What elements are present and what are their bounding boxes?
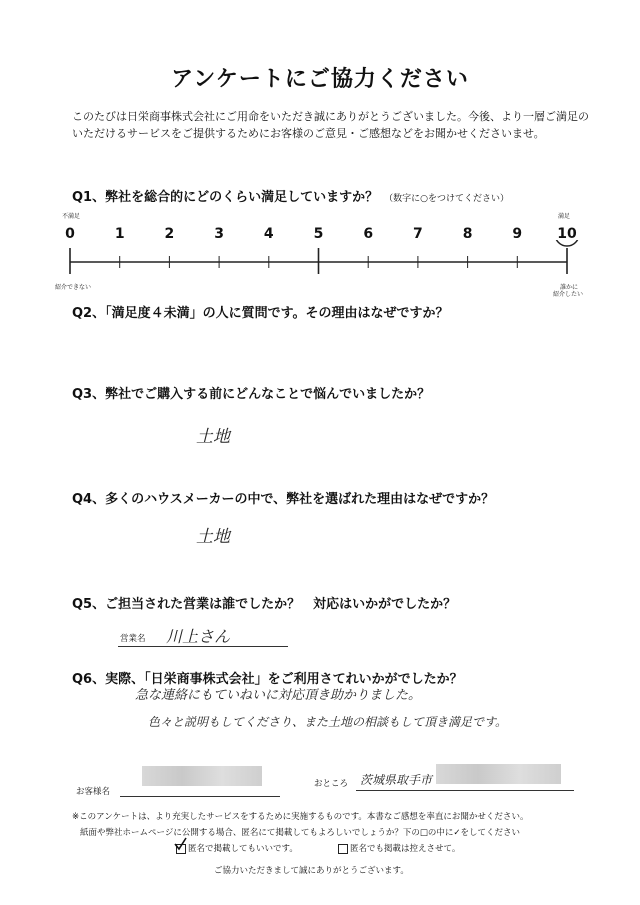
satisfaction-scale — [0, 240, 640, 280]
question-1 — [72, 186, 509, 205]
scale-left-top-label: 不満足 — [62, 213, 81, 220]
intro-text: このたびは日栄商事株式会社にご用命をいただき誠にありがとうございました。今後、より一層ご満足のいただけるサービスをご提供するためにお客様のご意見・ご感想などをお聞かせくださいませ。 — [72, 110, 589, 140]
anonymous-decline-label: 匿名でも掲載は控えさせて。 — [350, 844, 461, 854]
question-1-label: Q1、弊社を総合的にどのくらい満足していますか？ — [72, 190, 379, 205]
scale-number-1[interactable]: 1 — [114, 226, 125, 242]
scale-number-2[interactable]: 2 — [164, 226, 175, 242]
question-6-answer-2: 色々と説明もしてくださり、また土地の相談もして頂き満足です。 — [148, 715, 508, 729]
scale-number-10[interactable]: 10 — [557, 226, 577, 242]
question-4-label: Q4、多くのハウスメーカーの中で、弊社を選ばれた理由はなぜですか？ — [72, 492, 495, 507]
sales-name-answer: 川上さん — [166, 627, 231, 646]
footer-note-2: 紙面や弊社ホームページに公開する場合、匿名にて掲載してもよろしいでしょうか？下の□の中に✓をしてください — [80, 828, 520, 838]
scale-right-bottom-label-1: 誰かに — [560, 284, 579, 291]
scale-number-9[interactable]: 9 — [512, 226, 523, 242]
anonymous-ok-label: 匿名で掲載してもいいです。 — [188, 844, 298, 854]
customer-name-redacted — [142, 766, 262, 786]
check-mark-icon — [172, 836, 188, 852]
scale-number-5[interactable]: 5 — [313, 226, 324, 242]
anonymous-decline-option[interactable] — [338, 842, 460, 854]
thanks-text: ご協力いただきまして誠にありがとうございます。 — [214, 866, 409, 876]
scale-number-0[interactable]: 0 — [65, 226, 75, 242]
anonymous-decline-checkbox[interactable] — [338, 844, 348, 854]
address-label: おところ — [314, 779, 349, 789]
scale-number-6[interactable]: 6 — [363, 226, 374, 242]
scale-number-4[interactable]: 4 — [263, 226, 274, 242]
question-3-label: Q3、弊社でご購入する前にどんなことで悩んでいましたか？ — [72, 387, 431, 402]
page-title: アンケートにご協力ください — [171, 67, 469, 92]
question-1-note: （数字に○をつけてください） — [384, 194, 509, 204]
customer-name-label: お客様名 — [76, 787, 111, 797]
scale-right-top-label: 満足 — [558, 213, 571, 220]
question-3-answer: 土地 — [196, 427, 230, 447]
question-2-label: Q2、「満足度４未満」の人に質問です。その理由はなぜですか？ — [72, 306, 449, 321]
sales-name-underline — [118, 646, 288, 647]
question-6-label: Q6、実際、「日栄商事株式会社」をご利用さてれいかがでしたか？ — [72, 672, 463, 687]
customer-name-underline — [120, 796, 280, 797]
scale-number-3[interactable]: 3 — [214, 226, 224, 242]
question-5-label: Q5、ご担当された営業は誰でしたか？ 対応はいかがでしたか？ — [72, 597, 457, 612]
scale-number-8[interactable]: 8 — [462, 226, 473, 242]
question-6-answer-1: 急な連絡にもていねいに対応頂き助かりました。 — [135, 688, 422, 703]
address-underline — [356, 790, 574, 791]
address-redacted — [436, 764, 561, 784]
footer-note-1: ※このアンケートは、より充実したサービスをするために実施するものです。本書なご感想を率直にお聞かせください。 — [72, 812, 529, 822]
question-4-answer: 土地 — [196, 527, 230, 547]
selected-score-circle — [555, 240, 579, 246]
sales-name-label: 営業名 — [120, 634, 146, 644]
address-value: 茨城県取手市 — [360, 773, 433, 787]
scale-number-7[interactable]: 7 — [413, 226, 423, 242]
anonymous-ok-option[interactable] — [176, 842, 298, 854]
scale-left-bottom-label: 紹介できない — [55, 284, 92, 291]
scale-right-bottom-label-2: 紹介したい — [553, 291, 584, 298]
